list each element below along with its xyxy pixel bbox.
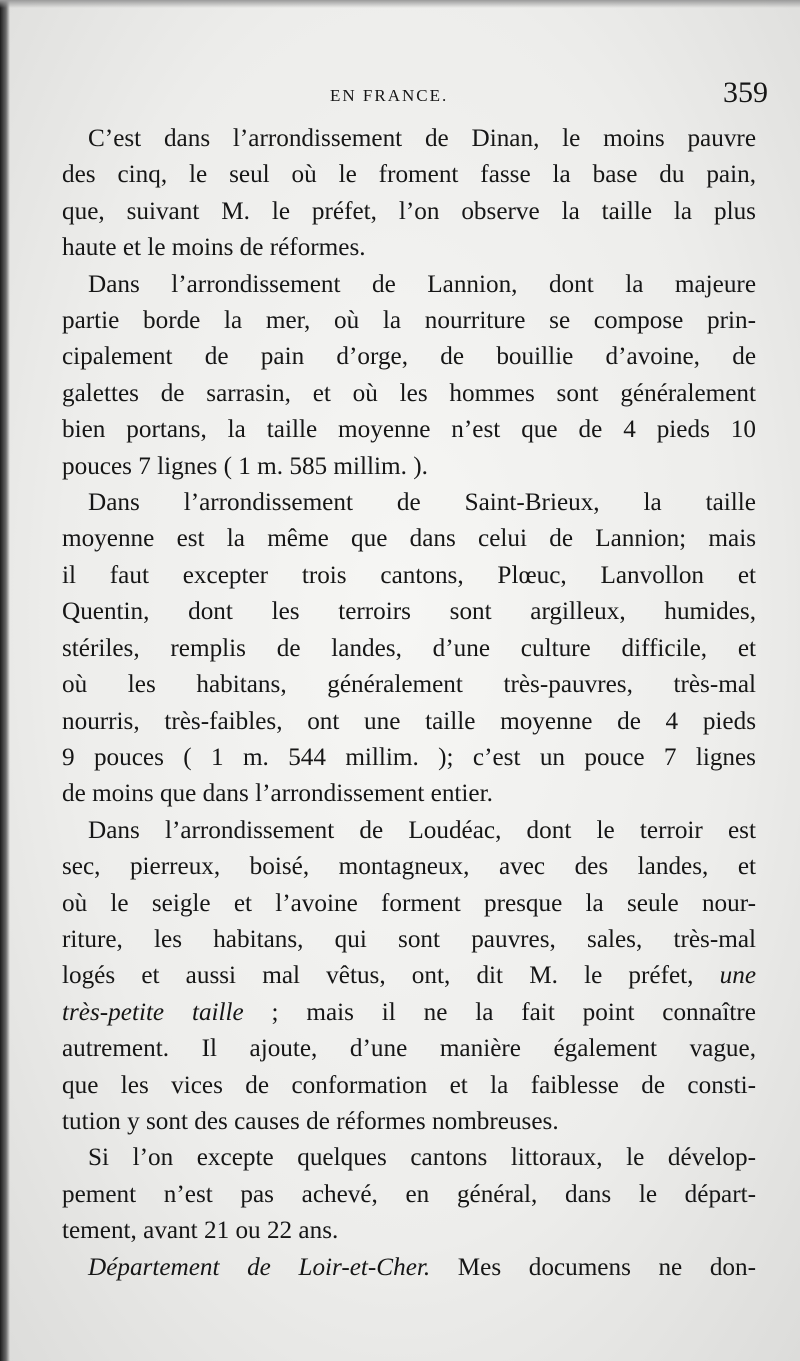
text-line: pement n’est pas achevé, en général, dans le départ-	[62, 1180, 756, 1208]
text-line: riture, les habitans, qui sont pauvres, sales, très-mal	[62, 925, 756, 953]
italic-segment: très-petite taille	[62, 998, 244, 1026]
italic-segment: une	[719, 962, 756, 990]
paragraph-saint-brieux	[62, 485, 756, 813]
text-line: nourris, très-faibles, ont une taille moyenne de 4 pieds	[62, 707, 756, 735]
text-line: que les vices de conformation et la faiblesse de consti-	[62, 1071, 756, 1099]
text-segment: ; mais il ne la fait point connaître	[243, 998, 756, 1026]
text-segment: Mes documens ne don-	[430, 1253, 756, 1281]
text-line: C’est dans l’arrondissement de Dinan, le moins pauvre	[88, 125, 756, 152]
italic-segment: Département de Loir-et-Cher.	[88, 1253, 431, 1281]
paragraph-developpement	[62, 1140, 756, 1249]
text-line: de moins que dans l’arrondissement entier.	[62, 780, 493, 808]
running-head: EN FRANCE.	[330, 86, 449, 105]
paragraph-loudeac	[62, 813, 756, 1141]
text-line: stériles, remplis de landes, d’une culture difficile, et	[62, 634, 756, 662]
text-line: Si l’on excepte quelques cantons littoraux, le dévelop-	[88, 1144, 756, 1172]
text-line: partie borde la mer, où la nourriture se compose prin-	[62, 307, 756, 335]
text-line: où le seigle et l’avoine forment presque la seule nour-	[62, 889, 756, 917]
text-line	[62, 1250, 756, 1286]
text-line: tution y sont des causes de réformes nombreuses.	[62, 1107, 559, 1135]
text-line: bien portans, la taille moyenne n’est que de 4 pieds 10	[62, 416, 756, 444]
text-line: Dans l’arrondissement de Loudéac, dont le terroir est	[88, 816, 756, 844]
text-line: que, suivant M. le préfet, l’on observe la taille la plus	[62, 197, 756, 225]
page-binding-shadow	[0, 0, 10, 1361]
text-line	[62, 995, 756, 1031]
paragraph-lannion	[62, 267, 756, 485]
text-line: des cinq, le seul où le froment fasse la base du pain,	[62, 161, 756, 189]
page-top-shadow	[0, 0, 800, 8]
text-line: Dans l’arrondissement de Lannion, dont la majeure	[88, 270, 756, 298]
text-line: moyenne est la même que dans celui de Lannion; mais	[62, 525, 756, 553]
page-header	[62, 76, 772, 120]
text-line: où les habitans, généralement très-pauvres, très-mal	[62, 671, 756, 699]
text-line: 9 pouces ( 1 m. 544 millim. ); c’est un pouce 7 lignes	[62, 743, 756, 771]
text-line: galettes de sarrasin, et où les hommes sont généralement	[62, 379, 756, 407]
text-line: cipalement de pain d’orge, de bouillie d’avoine, de	[62, 343, 756, 371]
text-line: tement, avant 21 ou 22 ans.	[62, 1217, 339, 1245]
page-number: 359	[723, 76, 768, 109]
paragraph-dinan	[62, 121, 756, 267]
text-line: Quentin, dont les terroirs sont argilleux, humides,	[62, 598, 756, 626]
text-segment: logés et aussi mal vêtus, ont, dit M. le préfet,	[62, 962, 694, 990]
text-line: haute et le moins de réformes.	[62, 234, 366, 262]
text-line: pouces 7 lignes ( 1 m. 585 millim. ).	[62, 452, 428, 480]
body-text	[62, 121, 756, 1286]
text-line: Dans l’arrondissement de Saint-Brieux, la taille	[88, 489, 756, 517]
text-line	[62, 958, 756, 994]
text-line: autrement. Il ajoute, d’une manière également vague,	[62, 1035, 756, 1063]
text-line: sec, pierreux, boisé, montagneux, avec des landes, et	[62, 853, 756, 881]
text-line: il faut excepter trois cantons, Plœuc, Lanvollon et	[62, 561, 756, 589]
paragraph-loir-et-cher	[62, 1250, 756, 1286]
